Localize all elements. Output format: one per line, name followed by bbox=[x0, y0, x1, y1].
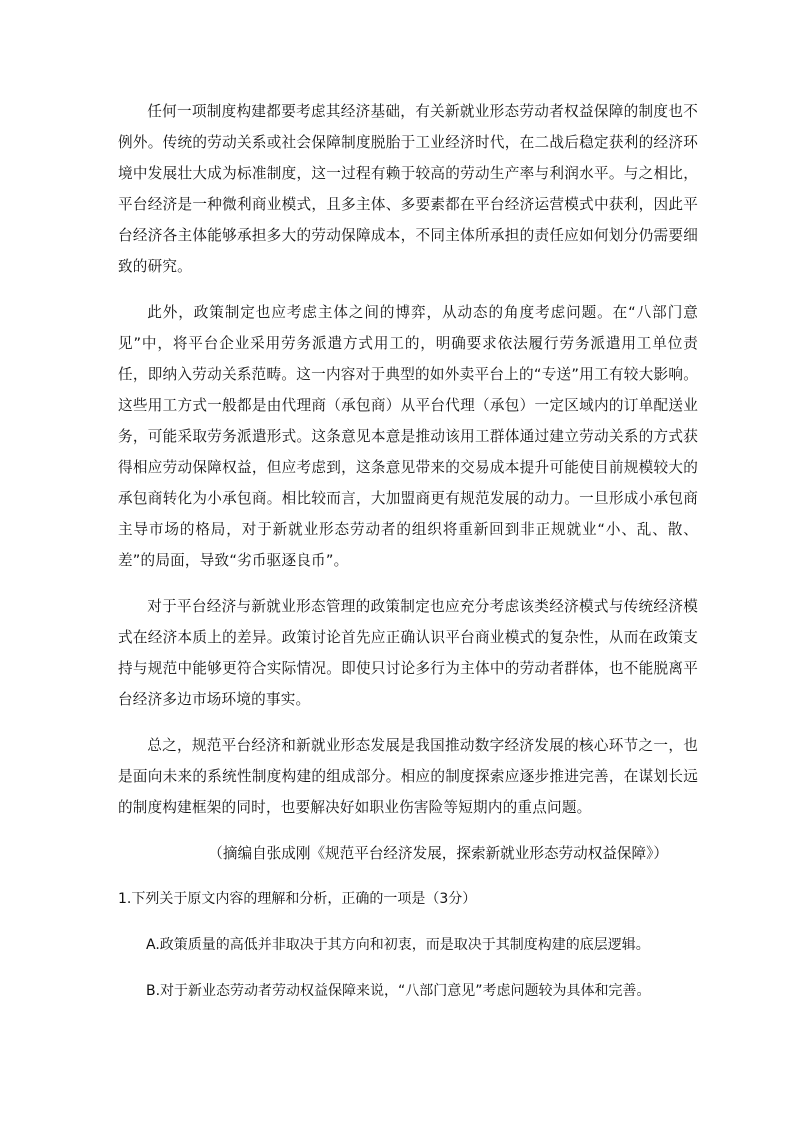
section-gap bbox=[118, 869, 698, 884]
paragraph-gap bbox=[118, 576, 698, 591]
paragraph-gap bbox=[118, 823, 698, 838]
paragraph-3: 对于平台经济与新就业形态管理的政策制定也应充分考虑该类经济模式与传统经济模式在经济本质上的差异。政策讨论首先应正确认识平台商业模式的复杂性，从而在政策支持与规范中能够更符合实际情况。即使只讨论多行为主体中的劳动者群体，也不能脱离平台经济多边市场环境的事实。 bbox=[118, 598, 698, 708]
option-gap bbox=[118, 915, 698, 930]
article-body bbox=[118, 96, 698, 1007]
paragraph-1: 任何一项制度构建都要考虑其经济基础，有关新就业形态劳动者权益保障的制度也不例外。传统的劳动关系或社会保障制度脱胎于工业经济时代，在二战后稳定获利的经济环境中发展壮大成为标准制度，这一过程有赖于较高的劳动生产率与利润水平。与之相比，平台经济是一种微利商业模式，且多主体、多要素都在平台经济运营模式中获利，因此平台经济各主体能够承担多大的劳动保障成本，不同主体所承担的责任应如何划分仍需要细致的研究。 bbox=[118, 103, 698, 275]
option-b: B.对于新业态劳动者劳动权益保障来说，“八部门意见”考虑问题较为具体和完善。 bbox=[146, 983, 651, 999]
option-gap bbox=[118, 961, 698, 976]
source-citation: （摘编自张成刚《规范平台经济发展，探索新就业形态劳动权益保障》） bbox=[208, 845, 668, 862]
paragraph-gap bbox=[118, 715, 698, 730]
paragraph-2: 此外，政策制定也应考虑主体之间的博弈，从动态的角度考虑问题。在“八部门意见”中，将平台企业采用劳务派遣方式用工的，明确要求依法履行劳务派遣用工单位责任，即纳入劳动关系范畴。这一内容对于典型的如外卖平台上的“专送”用工有较大影响。这些用工方式一般都是由代理商（承包商）从平台代理（承包）一定区域内的订单配送业务，可能采取劳务派遣形式。这条意见本意是推动该用工群体通过建立劳动关系的方式获得相应劳动保障权益，但应考虑到，这条意见带来的交易成本提升可能使目前规模较大的承包商转化为小承包商。相比较而言，大加盟商更有规范发展的动力。一旦形成小承包商主导市场的格局，对于新就业形态劳动者的组织将重新回到非正规就业“小、乱、散、差”的局面，导致“劣币驱逐良币”。 bbox=[118, 304, 698, 569]
option-a: A.政策质量的高低并非取决于其方向和初衷，而是取决于其制度构建的底层逻辑。 bbox=[146, 937, 650, 953]
question-stem: 1.下列关于原文内容的理解和分析，正确的一项是（3分） bbox=[118, 891, 477, 907]
paragraph-4: 总之，规范平台经济和新就业形态发展是我国推动数字经济发展的核心环节之一，也是面向未来的系统性制度构建的组成部分。相应的制度探索应逐步推进完善，在谋划长远的制度构建框架的同时，也要解决好如职业伤害险等短期内的重点问题。 bbox=[118, 737, 698, 816]
paragraph-gap bbox=[118, 282, 698, 297]
